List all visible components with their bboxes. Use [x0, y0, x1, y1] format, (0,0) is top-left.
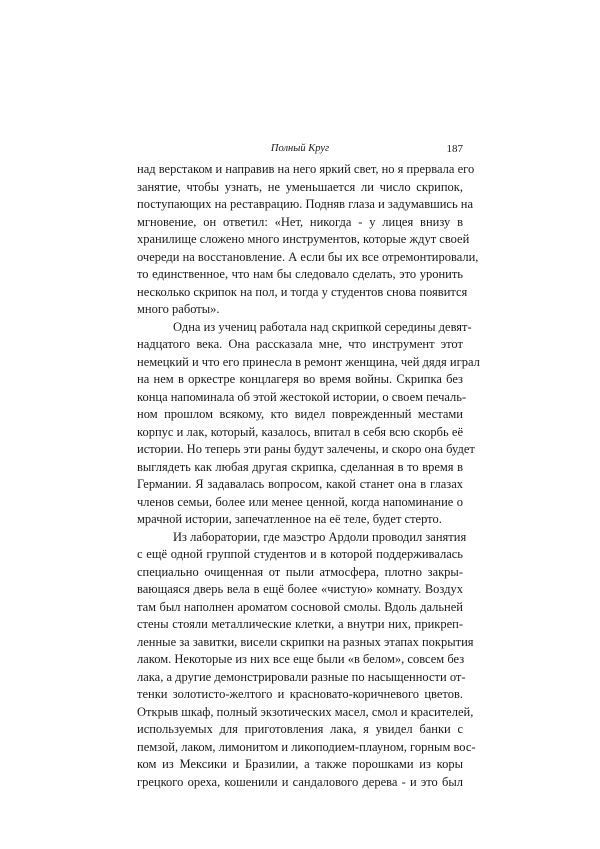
text-line: вающаяся дверь вела в ещё более «чистую» комнату. Воздух — [137, 582, 463, 596]
text-line: мрачной истории, запечатленное на её теле, будет стерто. — [137, 512, 442, 526]
text-line: много работы». — [137, 302, 220, 316]
text-line: на нем в оркестре концлагеря во время войны. Скрипка без — [137, 372, 463, 386]
text-line: истории. Но теперь эти раны будут залечены, и скоро она будет — [137, 442, 475, 456]
text-line: то единственное, что нам бы следовало сделать, это уронить — [137, 267, 463, 281]
text-line: занятие, чтобы узнать, не уменьшается ли число скрипок, — [137, 179, 463, 194]
page-number: 187 — [446, 143, 463, 155]
text-line: корпус и лак, который, казалось, впитал в себя всю скорбь её — [137, 424, 463, 439]
text-line: поступающих на реставрацию. Подняв глаза и задумавшись на — [137, 197, 474, 211]
text-line: пемзой, лаком, лимонитом и ликоподием-плауном, горным вос- — [137, 739, 476, 754]
text-line: несколько скрипок на пол, и тогда у студентов снова появится — [137, 284, 468, 299]
text-line: надцатого века. Она рассказала мне, что инструмент этот — [137, 337, 463, 351]
text-line: членов семьи, более или менее ценной, когда напоминание о — [137, 494, 463, 509]
text-line: Открыв шкаф, полный экзотических масел, смол и красителей, — [137, 704, 474, 719]
text-line: тенки золотисто-желтого и красновато-коричневого цветов. — [137, 687, 463, 701]
text-line: лаком. Некоторые из них все еще были «в белом», совсем без — [137, 652, 465, 666]
page-header — [137, 141, 463, 157]
text-line: используемых для приготовления лака, я увидел банки с — [137, 722, 463, 736]
text-line: ком из Мексики и Бразилии, а также порошками из коры — [137, 757, 463, 771]
text-line: грецкого ореха, кошенили и сандалового дерева - и это был — [137, 774, 463, 789]
text-line: стены стояли металлические клетки, а внутри них, прикреп- — [137, 617, 463, 631]
text-line: специально очищенная от пыли атмосфера, плотно закры- — [137, 564, 463, 579]
paragraph-start-line: Из лаборатории, где маэстро Ардоли проводил занятия — [173, 529, 467, 544]
text-line: конца напоминала об этой жестокой истории, о своем печаль- — [137, 389, 467, 404]
text-line: выглядеть как любая другая скрипка, сделанная в то время в — [137, 459, 463, 474]
text-line: очереди на восстановление. А если бы их все отремонтировали, — [137, 249, 479, 264]
running-title: Полный Круг — [270, 143, 330, 154]
text-line: там был наполнен ароматом сосновой смолы. Вдоль дальней — [137, 599, 463, 614]
text-line: хранилище сложено много инструментов, которые ждут своей — [137, 232, 470, 246]
body-text — [137, 161, 480, 791]
text-line: мгновение, он ответил: «Нет, никогда - у лицея внизу в — [137, 214, 463, 229]
text-line: ном прошлом всякому, кто видел поврежденный местами — [137, 407, 463, 421]
text-line: ленные за завитки, висели скрипки на разных этапах покрытия — [137, 634, 474, 649]
text-line: немецкий и что его принесла в ремонт женщина, чей дядя играл — [137, 354, 480, 369]
text-line: Германии. Я задавалась вопросом, какой станет она в глазах — [137, 477, 463, 491]
paragraph-start-line: Одна из учениц работала над скрипкой середины девят- — [173, 319, 472, 334]
text-line: с ещё одной группой студентов и в которой поддерживалась — [137, 547, 463, 561]
text-line: лака, а другие демонстрировали разные по насыщенности от- — [137, 669, 466, 684]
text-line: над верстаком и направив на него яркий свет, но я прервала его — [137, 162, 475, 176]
